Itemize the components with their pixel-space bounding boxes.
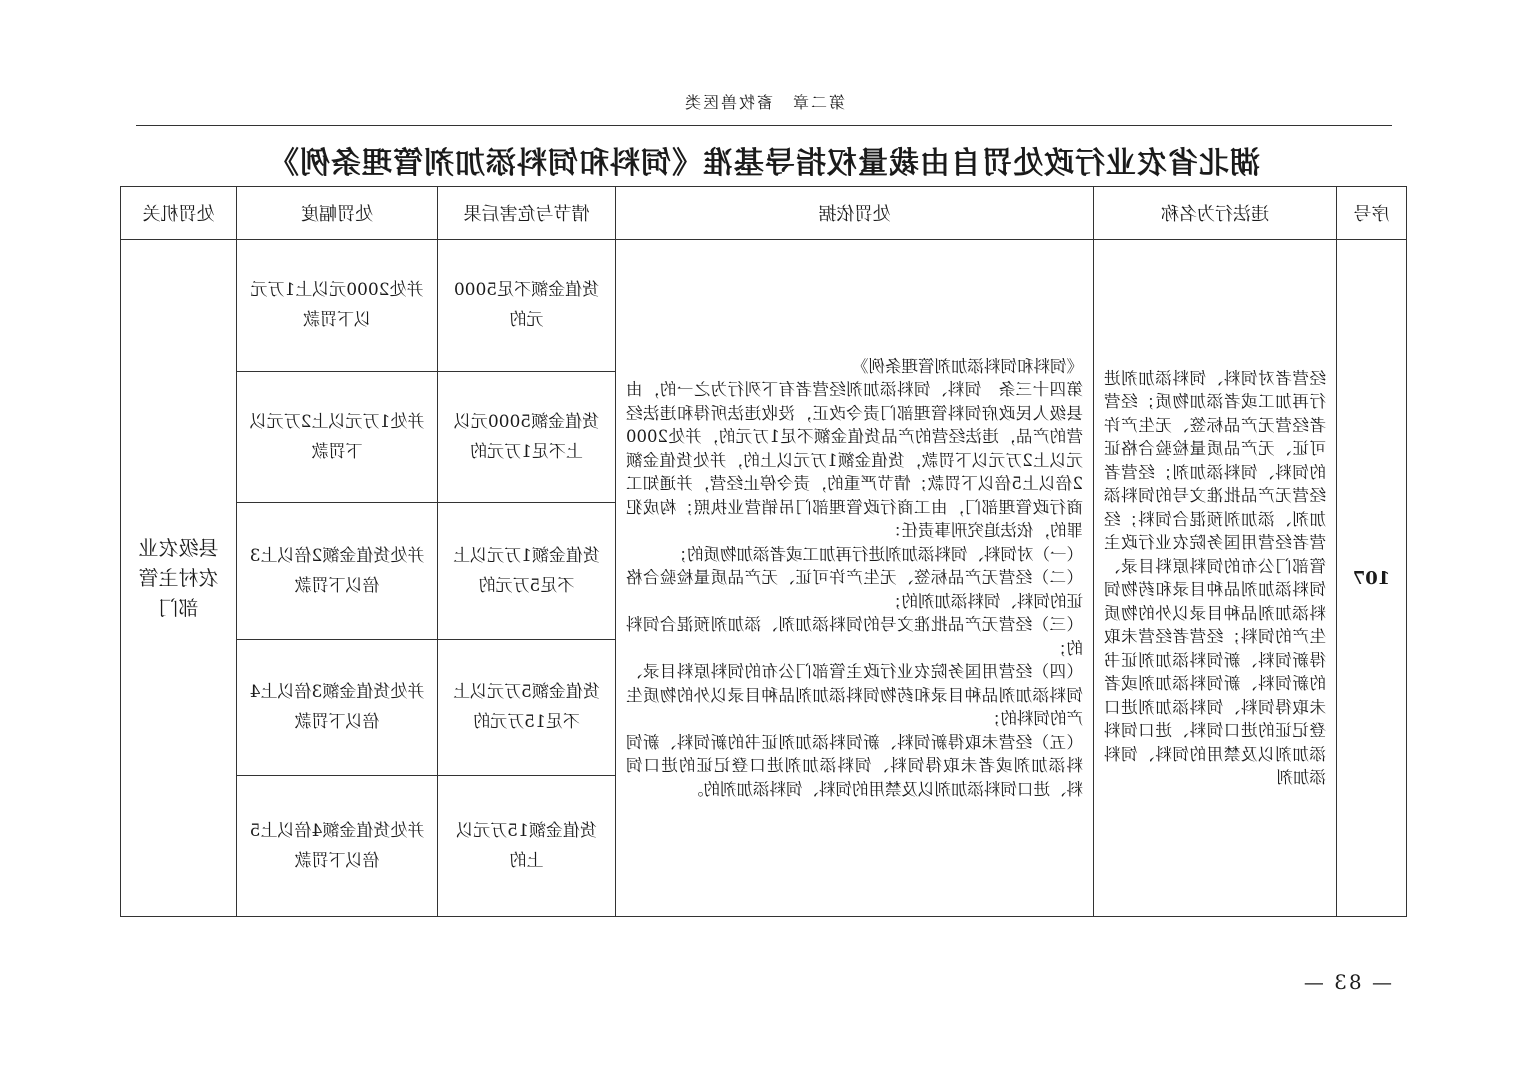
sequence-number: 107 — [1337, 240, 1407, 917]
page-title: 湖北省农业行政处罚自由裁量权指导基准《饲料和饲料添加剂管理条例》 — [268, 146, 1260, 181]
basis-line: 《饲料和饲料添加剂管理条例》 — [852, 356, 1083, 376]
penalty-table — [120, 186, 1407, 917]
penalty-authority: 县级农业农村主管部门 — [121, 240, 237, 917]
table-row — [121, 240, 1407, 371]
circumstance-cell: 货值金额1万元以上不足5万元的 — [438, 502, 616, 639]
column-header: 序号 — [1337, 187, 1407, 240]
column-header: 处罚幅度 — [237, 187, 438, 240]
column-header: 违法行为名称 — [1094, 187, 1337, 240]
basis-line: （四）经营用国务院农业行政主管部门公布的饲料原料目录、饲料添加剂品种目录和药物饲料添加剂品种目录以外的物质生产的饲料的； — [626, 662, 1083, 729]
penalty-range-cell: 并处货值金额3倍以上4倍以下罚款 — [237, 640, 438, 775]
penalty-range-cell: 并处2000元以上1万元以下罚款 — [237, 240, 438, 371]
penalty-range-cell: 并处货值金额2倍以上3倍以下罚款 — [237, 502, 438, 639]
basis-line: （一）对饲料、饲料添加剂进行再加工或者添加物质的； — [670, 544, 1083, 564]
basis-line: （三）经营无产品批准文号的饲料添加剂、添加剂预混合饲料的； — [626, 615, 1083, 658]
circumstance-cell: 货值金额5000元以上不足1万元的 — [438, 371, 616, 502]
circumstance-cell: 货值金额不足5000元的 — [438, 240, 616, 371]
circumstance-cell: 货值金额15万元以上的 — [438, 775, 616, 916]
violation-name: 经营者对饲料、饲料添加剂进行再加工或者添加物质；经营者经营无产品标签、无生产许可证、无产品质量检验合格证的饲料、饲料添加剂；经营者经营无产品批准文号的饲料添加剂、添加剂预混合饲料；经营者经营用国务院农业行政主管部门公布的饲料原料目录、饲料添加剂品种目录和药物饲料添加剂品种目录以外的物质生产的饲料；经营者经营未取得新饲料、新饲料添加剂证书的新饲料、新饲料添加剂或者未取得饲料、饲料添加剂进口登记证的进口饲料、进口饲料添加剂以及禁用的饲料、饲料添加剂 — [1094, 240, 1337, 917]
table-header-row — [121, 187, 1407, 240]
column-header: 处罚依据 — [616, 187, 1094, 240]
penalty-basis — [616, 240, 1094, 917]
page-number: — 83 — — [1301, 970, 1392, 994]
penalty-range-cell: 并处货值金额4倍以上5倍以下罚款 — [237, 775, 438, 916]
basis-line: （五）经营未取得新饲料、新饲料添加剂证书的新饲料、新饲料添加剂或者未取得饲料、饲料添加剂进口登记证的进口饲料、进口饲料添加剂以及禁用的饲料、饲料添加剂的。 — [626, 732, 1083, 799]
header-rule — [136, 125, 1392, 126]
column-header: 处罚机关 — [121, 187, 237, 240]
running-header: 第二章 畜牧兽医类 — [683, 93, 846, 112]
basis-line: 第四十三条 饲料、饲料添加剂经营者有下列行为之一的，由县级人民政府饲料管理部门责令改正，没收违法所得和违法经营的产品，违法经营的产品货值金额不足1万元的，并处2000元以上2万元以下罚款，货值金额1万元以上的，并处货值金额2倍以上5倍以下罚款；情节严重的，责令停止经营，并通知工商行政管理部门，由工商行政管理部门吊销营业执照；构成犯罪的，依法追究刑事责任： — [626, 380, 1083, 541]
basis-line: （二）经营无产品标签、无生产许可证、无产品质量检验合格证的饲料、饲料添加剂的； — [626, 568, 1083, 611]
circumstance-cell: 货值金额5万元以上不足15万元的 — [438, 640, 616, 775]
column-header: 情节与危害后果 — [438, 187, 616, 240]
penalty-range-cell: 并处1万元以上2万元以下罚款 — [237, 371, 438, 502]
